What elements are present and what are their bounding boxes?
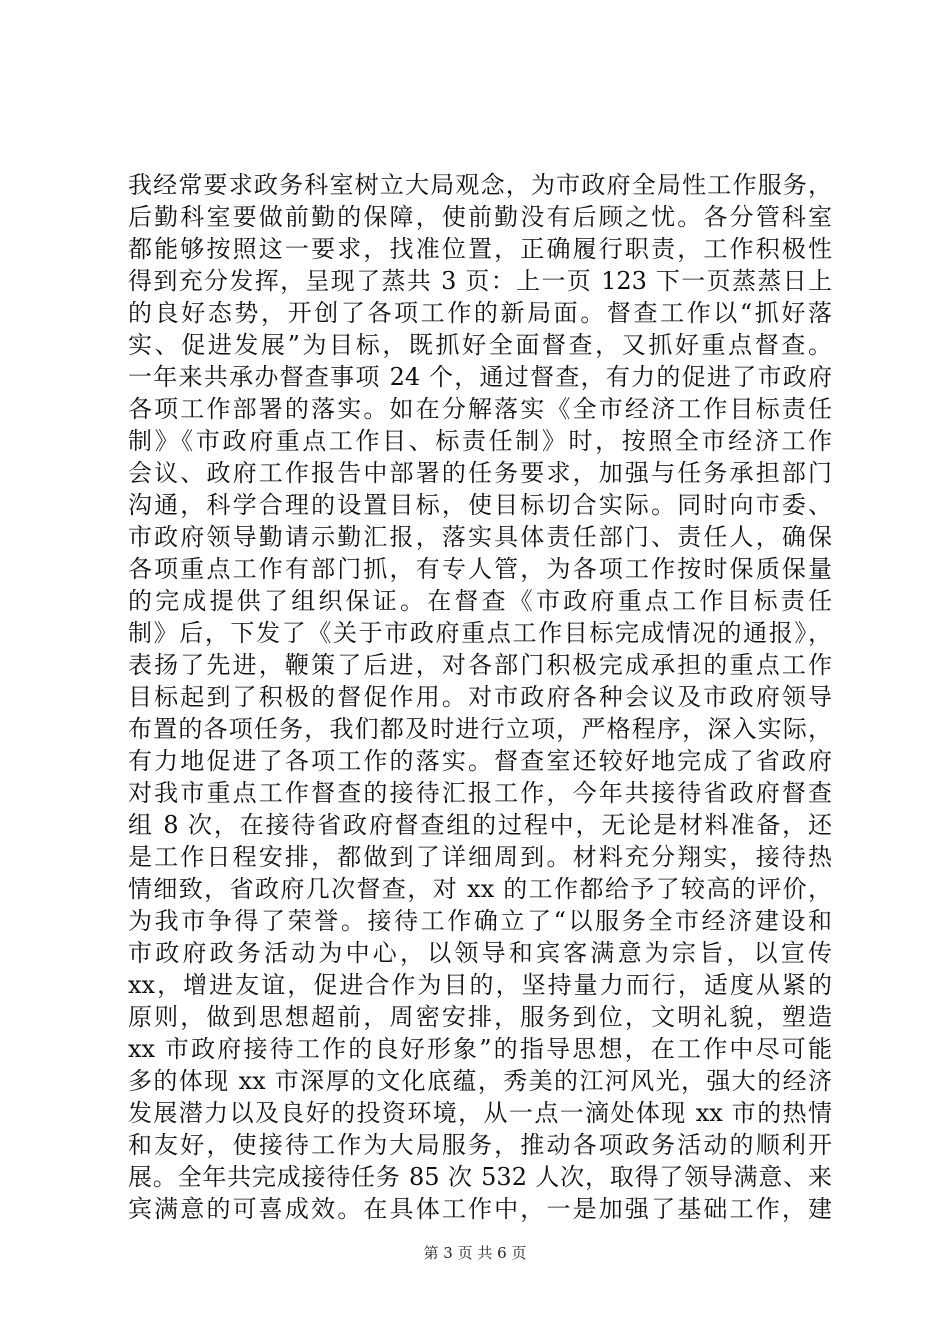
body-text-line: 原则，做到思想超前，周密安排，服务到位，文明礼貌，塑造 [128,1003,832,1031]
body-text-line: 的良好态势，开创了各项工作的新局面。督查工作以“抓好落 [128,299,832,327]
body-text-line: 表扬了先进，鞭策了后进，对各部门积极完成承担的重点工作 [128,651,832,679]
body-text-line: 是工作日程安排，都做到了详细周到。材料充分翔实，接待热 [128,843,832,871]
body-text-line: 后勤科室要做前勤的保障，使前勤没有后顾之忧。各分管科室 [128,203,832,231]
body-text-line: 市政府政务活动为中心，以领导和宾客满意为宗旨，以宣传 [128,939,832,967]
body-text-line: 展。全年共完成接待任务 85 次 532 人次，取得了领导满意、来 [128,1163,832,1191]
body-text-line: 我经常要求政务科室树立大局观念，为市政府全局性工作服务， [128,171,832,199]
body-text-line: 制》《市政府重点工作目、标责任制》时，按照全市经济工作 [128,427,832,455]
body-text-line: 发展潜力以及良好的投资环境，从一点一滴处体现 xx 市的热情 [128,1099,832,1127]
body-text-line: 多的体现 xx 市深厚的文化底蕴，秀美的江河风光，强大的经济 [128,1067,832,1095]
body-text-line: 的完成提供了组织保证。在督查《市政府重点工作目标责任 [128,587,832,615]
body-text-line: 有力地促进了各项工作的落实。督查室还较好地完成了省政府 [128,747,832,775]
body-text-line: 一年来共承办督查事项 24 个，通过督查，有力的促进了市政府 [128,363,832,391]
body-text-line: xx 市政府接待工作的良好形象”的指导思想，在工作中尽可能 [128,1035,832,1063]
body-text-line: 都能够按照这一要求，找准位置，正确履行职责，工作积极性 [128,235,832,263]
body-text-line: 会议、政府工作报告中部署的任务要求，加强与任务承担部门 [128,459,832,487]
body-text-line: 市政府领导勤请示勤汇报，落实具体责任部门、责任人，确保 [128,523,832,551]
body-text-line: 组 8 次，在接待省政府督查组的过程中，无论是材料准备，还 [128,811,832,839]
body-text-line: 宾满意的可喜成效。在具体工作中，一是加强了基础工作，建 [128,1195,832,1223]
body-text-line: 为我市争得了荣誉。接待工作确立了“以服务全市经济建设和 [128,907,832,935]
body-text-line: 制》后，下发了《关于市政府重点工作目标完成情况的通报》， [128,619,832,647]
body-text-line: xx，增进友谊，促进合作为目的，坚持量力而行，适度从紧的 [128,971,832,999]
body-text-line: 目标起到了积极的督促作用。对市政府各种会议及市政府领导 [128,683,832,711]
body-text-line: 各项工作部署的落实。如在分解落实《全市经济工作目标责任 [128,395,832,423]
body-text-line: 得到充分发挥，呈现了蒸共 3 页：上一页 123 下一页蒸蒸日上 [128,267,832,295]
body-text-line: 沟通，科学合理的设置目标，使目标切合实际。同时向市委、 [128,491,832,519]
body-text-line: 实、促进发展”为目标，既抓好全面督查，又抓好重点督查。 [128,331,832,359]
body-text-line: 情细致，省政府几次督查，对 xx 的工作都给予了较高的评价， [128,875,832,903]
body-text-line: 对我市重点工作督查的接待汇报工作，今年共接待省政府督查 [128,779,832,807]
body-text-line: 布置的各项任务，我们都及时进行立项，严格程序，深入实际， [128,715,832,743]
body-text [128,169,832,1225]
body-text-line: 和友好，使接待工作为大局服务，推动各项政务活动的顺利开 [128,1131,832,1159]
body-text-line: 各项重点工作有部门抓，有专人管，为各项工作按时保质保量 [128,555,832,583]
page-footer: 第 3 页 共 6 页 [423,1244,527,1262]
